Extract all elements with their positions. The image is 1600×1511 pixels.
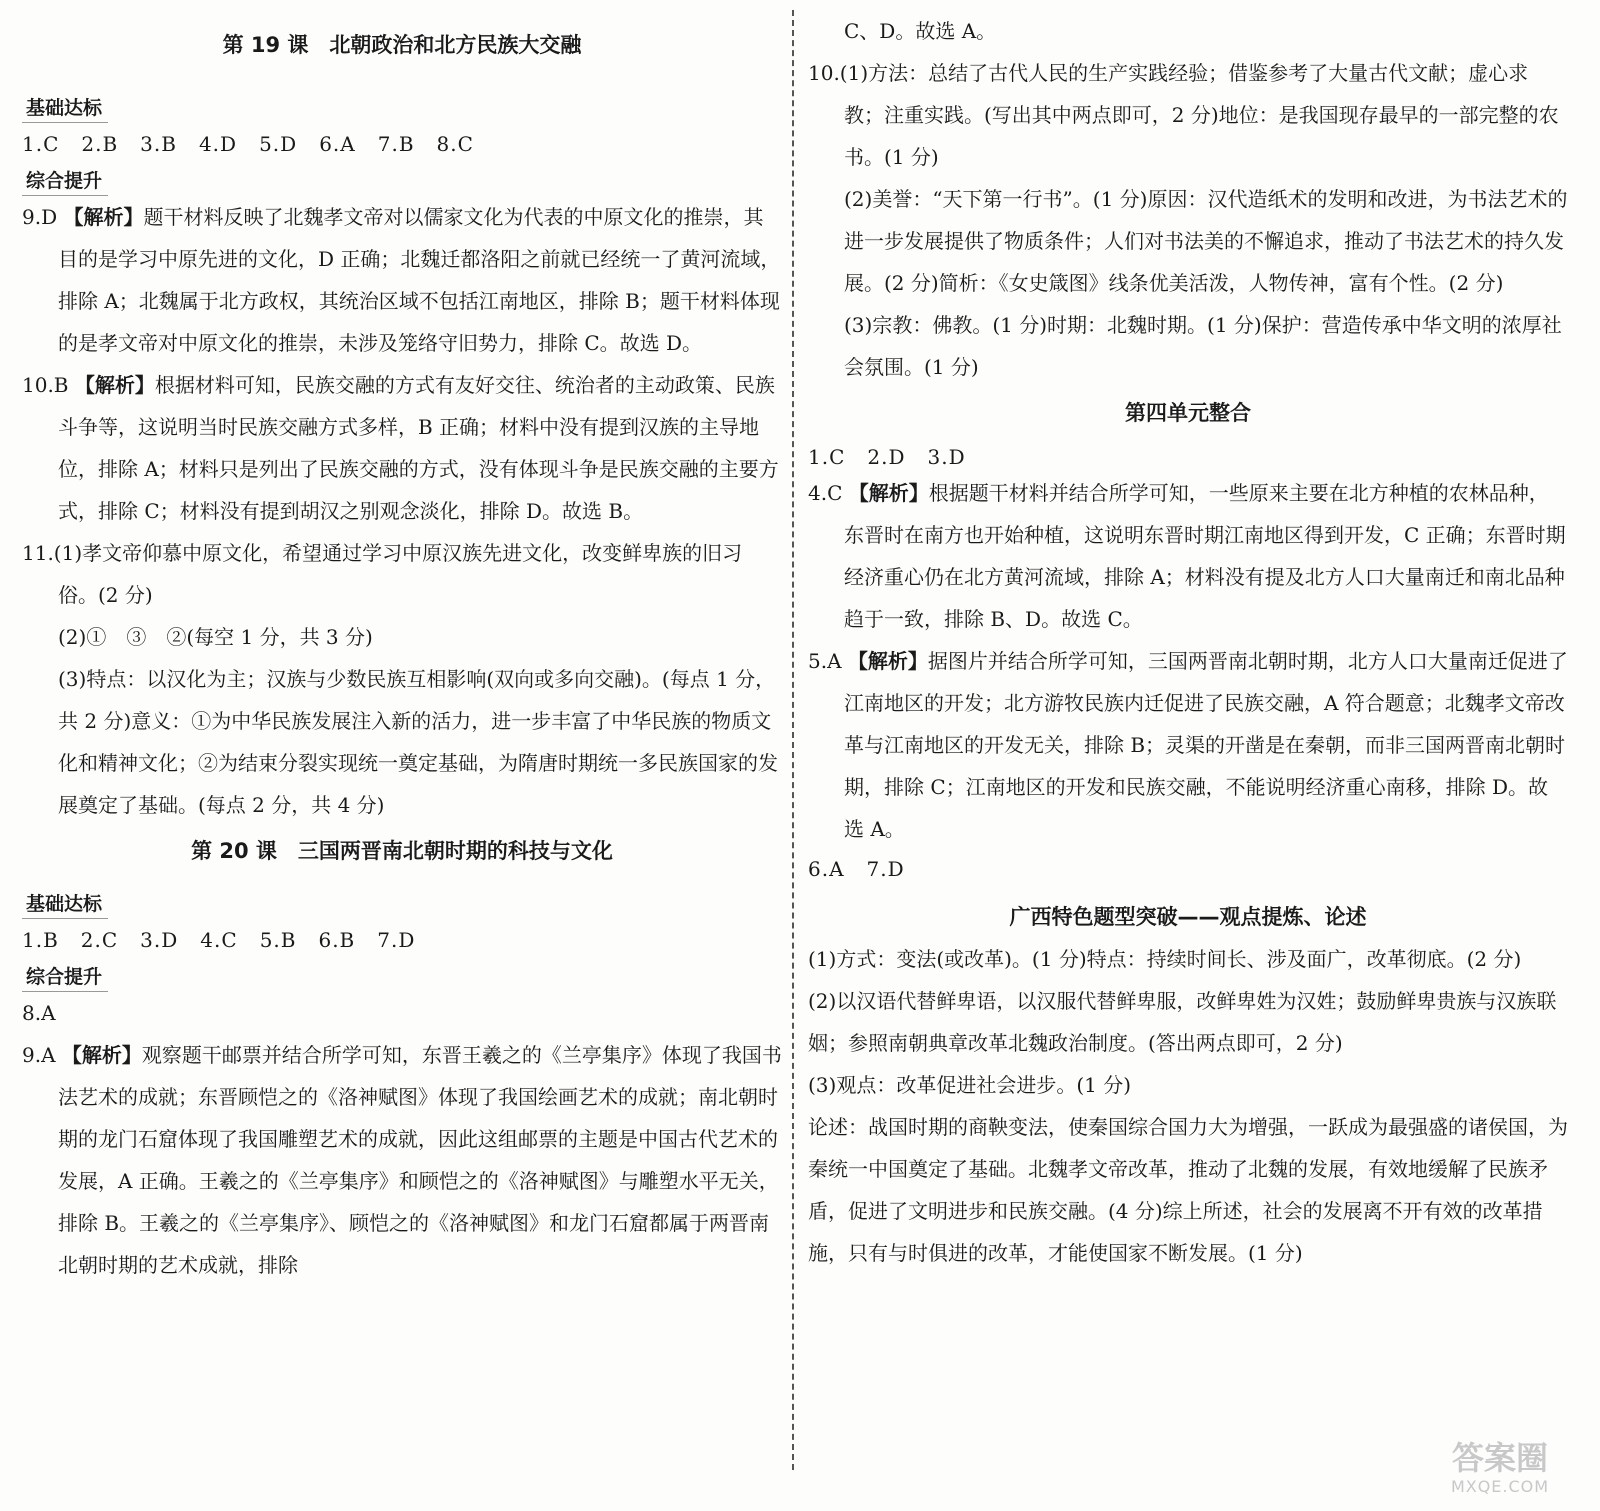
answer: 6.B	[318, 928, 356, 952]
answer: 7.D	[866, 857, 905, 881]
answer: 3.D	[140, 928, 179, 952]
advanced-label: 综合提升	[22, 167, 108, 196]
answer: 7.B	[377, 132, 415, 156]
answer: 6.A	[319, 132, 356, 156]
answer: 4.C	[200, 928, 238, 952]
watermark-logo: 答案圈 MXQE.COM	[1450, 1439, 1550, 1496]
left-column	[22, 30, 782, 1286]
guangxi-title: 广西特色题型突破——观点提炼、论述	[1009, 905, 1367, 929]
answer: 5.B	[259, 928, 297, 952]
advanced-label: 综合提升	[22, 963, 108, 992]
answer: 6.A	[808, 857, 845, 881]
answer: 2.B	[81, 132, 119, 156]
lesson-19-basic-answers	[22, 129, 782, 159]
lesson-19-q11: 11.(1)孝文帝仰慕中原文化，希望通过学习中原汉族先进文化，改变鲜卑族的旧习俗。(2 分) (2)① ③ ②(每空 1 分，共 3 分) (3)特点：以汉化为主；汉族与少数民族互相影响(双向或多向交融)。(每点 1 分，共 2 分)意义：①为中华民族发展注入新的活力，进一步丰富了中华民族的物质文化和精神文化；②为结束分裂实现统一奠定基础，为隋唐时期统一多民族国家的发展奠定了基础。(每点 2 分，共 4 分)	[22, 541, 778, 817]
lesson-20-q10: 10.(1)方法：总结了古代人民的生产实践经验；借鉴参考了大量古代文献；虚心求教；注重实践。(写出其中两点即可，2 分)地位：是我国现存最早的一部完整的农书。(1 分) (2)美誉：“天下第一行书”。(1 分)原因：汉代造纸术的发明和改进，为书法艺术的进一步发展提供了物质条件；人们对书法美的不懈追求，推动了书法艺术的持久发展。(2 分)简析：《女史箴图》线条优美活泼，人物传神，富有个性。(2 分) (3)宗教：佛教。(1 分)时期：北魏时期。(1 分)保护：营造传承中华文明的浓厚社会氛围。(1 分)	[808, 61, 1568, 379]
lesson-19-title: 第 19 课 北朝政治和北方民族大交融	[222, 33, 582, 57]
unit-4-q5: 5.A 【解析】据图片并结合所学可知，三国两晋南北朝时期，北方人口大量南迁促进了江南地区的开发；北方游牧民族内迁促进了民族交融，A 符合题意；北魏孝文帝改革与江南地区的开发无关，排除 B；灵渠的开凿是在秦朝，而非三国两晋南北朝时期，排除 C；江南地区的开发和民族交融，不能说明经济重心南移，排除 D。故选 A。	[808, 649, 1568, 841]
unit-4-title: 第四单元整合	[1125, 401, 1251, 425]
answer: 4.D	[198, 132, 238, 156]
lesson-19-q9: 9.D 【解析】题干材料反映了北魏孝文帝对以儒家文化为代表的中原文化的推崇，其目的是学习中原先进的文化，D 正确；北魏迁都洛阳之前就已经统一了黄河流域，排除 A；北魏属于北方政权，其统治区域不包括江南地区，排除 B；题干材料体现的是孝文帝对中原文化的推崇，未涉及笼络守旧势力，排除 C。故选 D。	[22, 205, 781, 355]
lesson-20-basic-answers	[22, 925, 782, 955]
answer: 1.C	[22, 132, 60, 156]
lesson-19-q10: 10.B 【解析】根据材料可知，民族交融的方式有友好交往、统治者的主动政策、民族斗争等，这说明当时民族交融方式多样，B 正确；材料中没有提到汉族的主导地位，排除 A；材料只是列出了民族交融的方式，没有体现斗争是民族交融的主要方式，排除 C；材料没有提到胡汉之别观念淡化，排除 D。故选 B。	[22, 373, 779, 523]
answer: 1.B	[22, 928, 59, 952]
guangxi-answers: (1)方式：变法(或改革)。(1 分)特点：持续时间长、涉及面广，改革彻底。(2 分) (2)以汉语代替鲜卑语，以汉服代替鲜卑服，改鲜卑姓为汉姓；鼓励鲜卑贵族与汉族联姻；参照南朝典章改革北魏政治制度。(答出两点即可，2 分) (3)观点：改革促进社会进步。(1 分) 论述：战国时期的商鞅变法，使秦国综合国力大为增强，一跃成为最强盛的诸侯国，为秦统一中国奠定了基础。北魏孝文帝改革，推动了北魏的发展，有效地缓解了民族矛盾，促进了文明进步和民族交融。(4 分)综上所述，社会的发展离不开有效的改革措施，只有与时俱进的改革，才能使国家不断发展。(1 分)	[808, 947, 1568, 1265]
answer: 2.D	[867, 445, 906, 469]
right-column	[808, 10, 1568, 1274]
lesson-20-title: 第 20 课 三国两晋南北朝时期的科技与文化	[191, 839, 613, 863]
basic-label: 基础达标	[22, 94, 108, 123]
continuation: C、D。故选 A。	[844, 19, 997, 43]
unit-4-q4: 4.C 【解析】根据题干材料并结合所学可知，一些原来主要在北方种植的农林品种，东晋时在南方也开始种植，这说明东晋时期江南地区得到开发，C 正确；东晋时期经济重心仍在北方黄河流域，排除 A；材料没有提及北方人口大量南迁和南北品种趋于一致，排除 B、D。故选 C。	[808, 481, 1566, 631]
unit-4-answers	[808, 442, 1568, 472]
answer: 3.D	[927, 445, 966, 469]
answer: 7.D	[377, 928, 416, 952]
unit-4-q6-q7	[808, 854, 1568, 884]
lesson-20-q9: 9.A 【解析】观察题干邮票并结合所学可知，东晋王羲之的《兰亭集序》体现了我国书法艺术的成就；东晋顾恺之的《洛神赋图》体现了我国绘画艺术的成就；南北朝时期的龙门石窟体现了我国雕塑艺术的成就，因此这组邮票的主题是中国古代艺术的发展，A 正确。王羲之的《兰亭集序》和顾恺之的《洛神赋图》与雕塑水平无关，排除 B。王羲之的《兰亭集序》、顾恺之的《洛神赋图》和龙门石窟都属于两晋南北朝时期的艺术成就，排除	[22, 1043, 782, 1277]
answer: 8.C	[436, 132, 474, 156]
answer: 3.B	[140, 132, 177, 156]
answer: 2.C	[80, 928, 119, 952]
basic-label: 基础达标	[22, 890, 108, 919]
column-divider	[792, 10, 794, 1470]
lesson-20-q8: 8.A	[22, 1001, 56, 1025]
answer: 5.D	[259, 132, 298, 156]
answer: 1.C	[808, 445, 846, 469]
